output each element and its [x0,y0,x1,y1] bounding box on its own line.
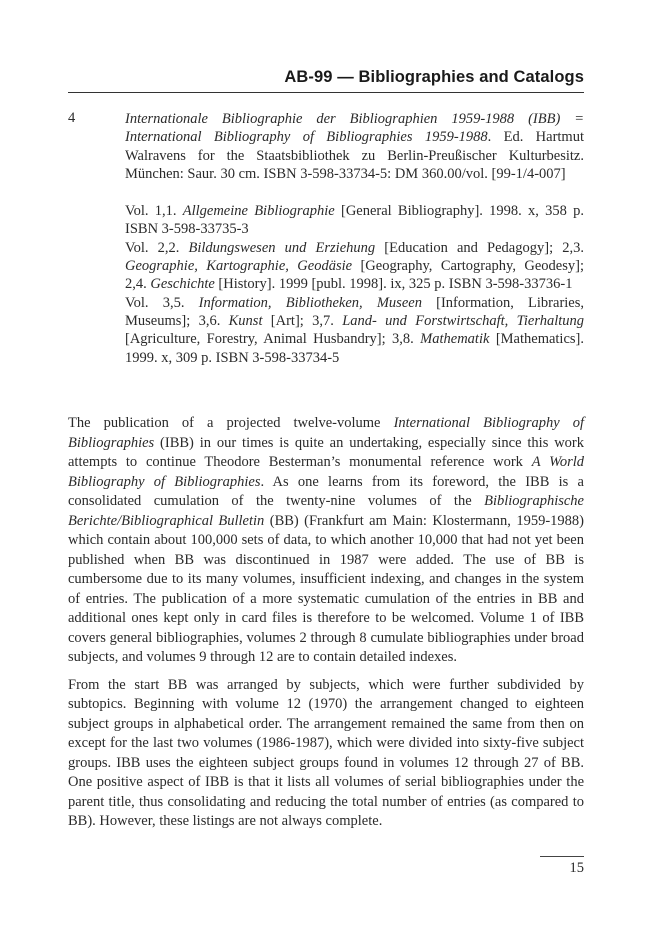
text-run: (IBB) in our times is quite an undertaking, especially since this work attempts to continue Theodore Besterman’s monumental reference work [68,434,584,470]
text-run: The publication of a projected twelve-volume [68,415,394,431]
text-run: (BB) (Frankfurt am Main: Klostermann, 1959-1988) which contain about 100,000 sets of data, to which another 10,000 that had not yet been published when BB was discontinued in 1987 were added. The use of BB is cumbersome due to its many volumes, insufficient indexing, and changes in the system of entries. The publication of a more systematic cumulation of the entries in BB and additional ones kept only in card files is therefore to be welcomed. Volume 1 of IBB covers general bibliographies, volumes 2 through 8 cumulate bibliographies under broad subjects, and volumes 9 through 12 are to contain detailed indexes. [68,512,584,665]
review-paragraph [68,414,584,668]
entry-citation [125,110,584,183]
text-run: [Mathematics]. 1999. x, 309 p. ISBN 3-598-33734-5 [125,331,584,366]
italic-title-run: A World Bibliography of Bibliographies [68,454,585,490]
page-number: 15 [569,860,584,876]
header-divider [68,92,584,93]
volume-line [125,294,584,367]
text-run: . As one learns from its foreword, the IBB is a consolidated cumulation of the twenty-nine volumes of the [68,473,584,509]
italic-title-run: Geographie, Kartographie, Geodäsie [125,258,353,275]
citation-title-de: Internationale Bibliographie der Bibliographien 1959-1988 (IBB) = [125,111,584,127]
text-run: [History]. 1999 [publ. 1998]. ix, 325 p. ISBN 3-598-33736-1 [214,276,573,293]
entry-body [125,110,584,367]
text-run: Vol. 3,5. [125,294,199,311]
italic-title-run: Information, Bibliotheken, Museen [198,294,422,311]
bibliography-entry [68,110,584,367]
review-text [68,414,584,832]
text-run: Vol. 2,2. [125,239,189,256]
italic-title-run: Land- und Forstwirtschaft, Tierhaltung [342,312,585,329]
running-title: AB-99 — Bibliographies and Catalogs [284,68,584,86]
text-run: From the start BB was arranged by subjects, which were further subdivided by subtopics. Beginning with volume 12 (1970) the arrangement changed to eighteen subject groups in alphabetical order. The arrangement remained the same from then on except for the last two volumes (1986-1987), which were divided into sixty-five subject groups. IBB uses the eighteen subject groups found in volumes 12 through 27 of BB. One positive aspect of IBB is that it lists all volumes of serial bibliographies under the parent title, thus consolidating and reducing the total number of entries (as compared to BB). However, these listings are not always complete. [68,676,584,829]
text-run: Vol. 1,1. [125,203,183,220]
citation-title-en: International Bibliography of Bibliographies 1959-1988 [125,129,488,146]
text-run: [Geography, Cartography, Geodesy]; 2,4. [125,258,584,293]
italic-title-run: Kunst [228,312,263,329]
text-run: [Information, Libraries, Museums]; 3,6. [125,294,585,329]
italic-title-run: Bibliographische Berichte/Bibliographical Bulletin [68,493,584,529]
italic-title-run: International Bibliography of Bibliographies [68,415,584,451]
footer-divider [540,856,584,857]
text-run: [Art]; 3,7. [262,312,343,329]
review-paragraph [68,676,584,832]
italic-title-run: Mathematik [420,331,490,348]
italic-title-run: Geschichte [150,276,215,293]
italic-title-run: Allgemeine Bibliographie [182,203,335,220]
volume-line [125,202,584,239]
text-run: [Agriculture, Forestry, Animal Husbandry]; 3,8. [125,331,421,348]
text-run: [General Bibliography]. 1998. x, 358 p. ISBN 3-598-33735-3 [125,203,584,238]
volume-line [125,239,584,294]
italic-title-run: Bildungswesen und Erziehung [188,239,376,256]
citation-details: . Ed. Hartmut Walravens for the Staatsbibliothek zu Berlin-Preußischer Kulturbesitz. München: Saur. 30 cm. ISBN 3-598-33734-5: DM 360.00/vol. [99-1/4-007] [125,129,584,182]
text-run: [Education and Pedagogy]; 2,3. [375,239,584,256]
entry-number: 4 [68,110,76,126]
